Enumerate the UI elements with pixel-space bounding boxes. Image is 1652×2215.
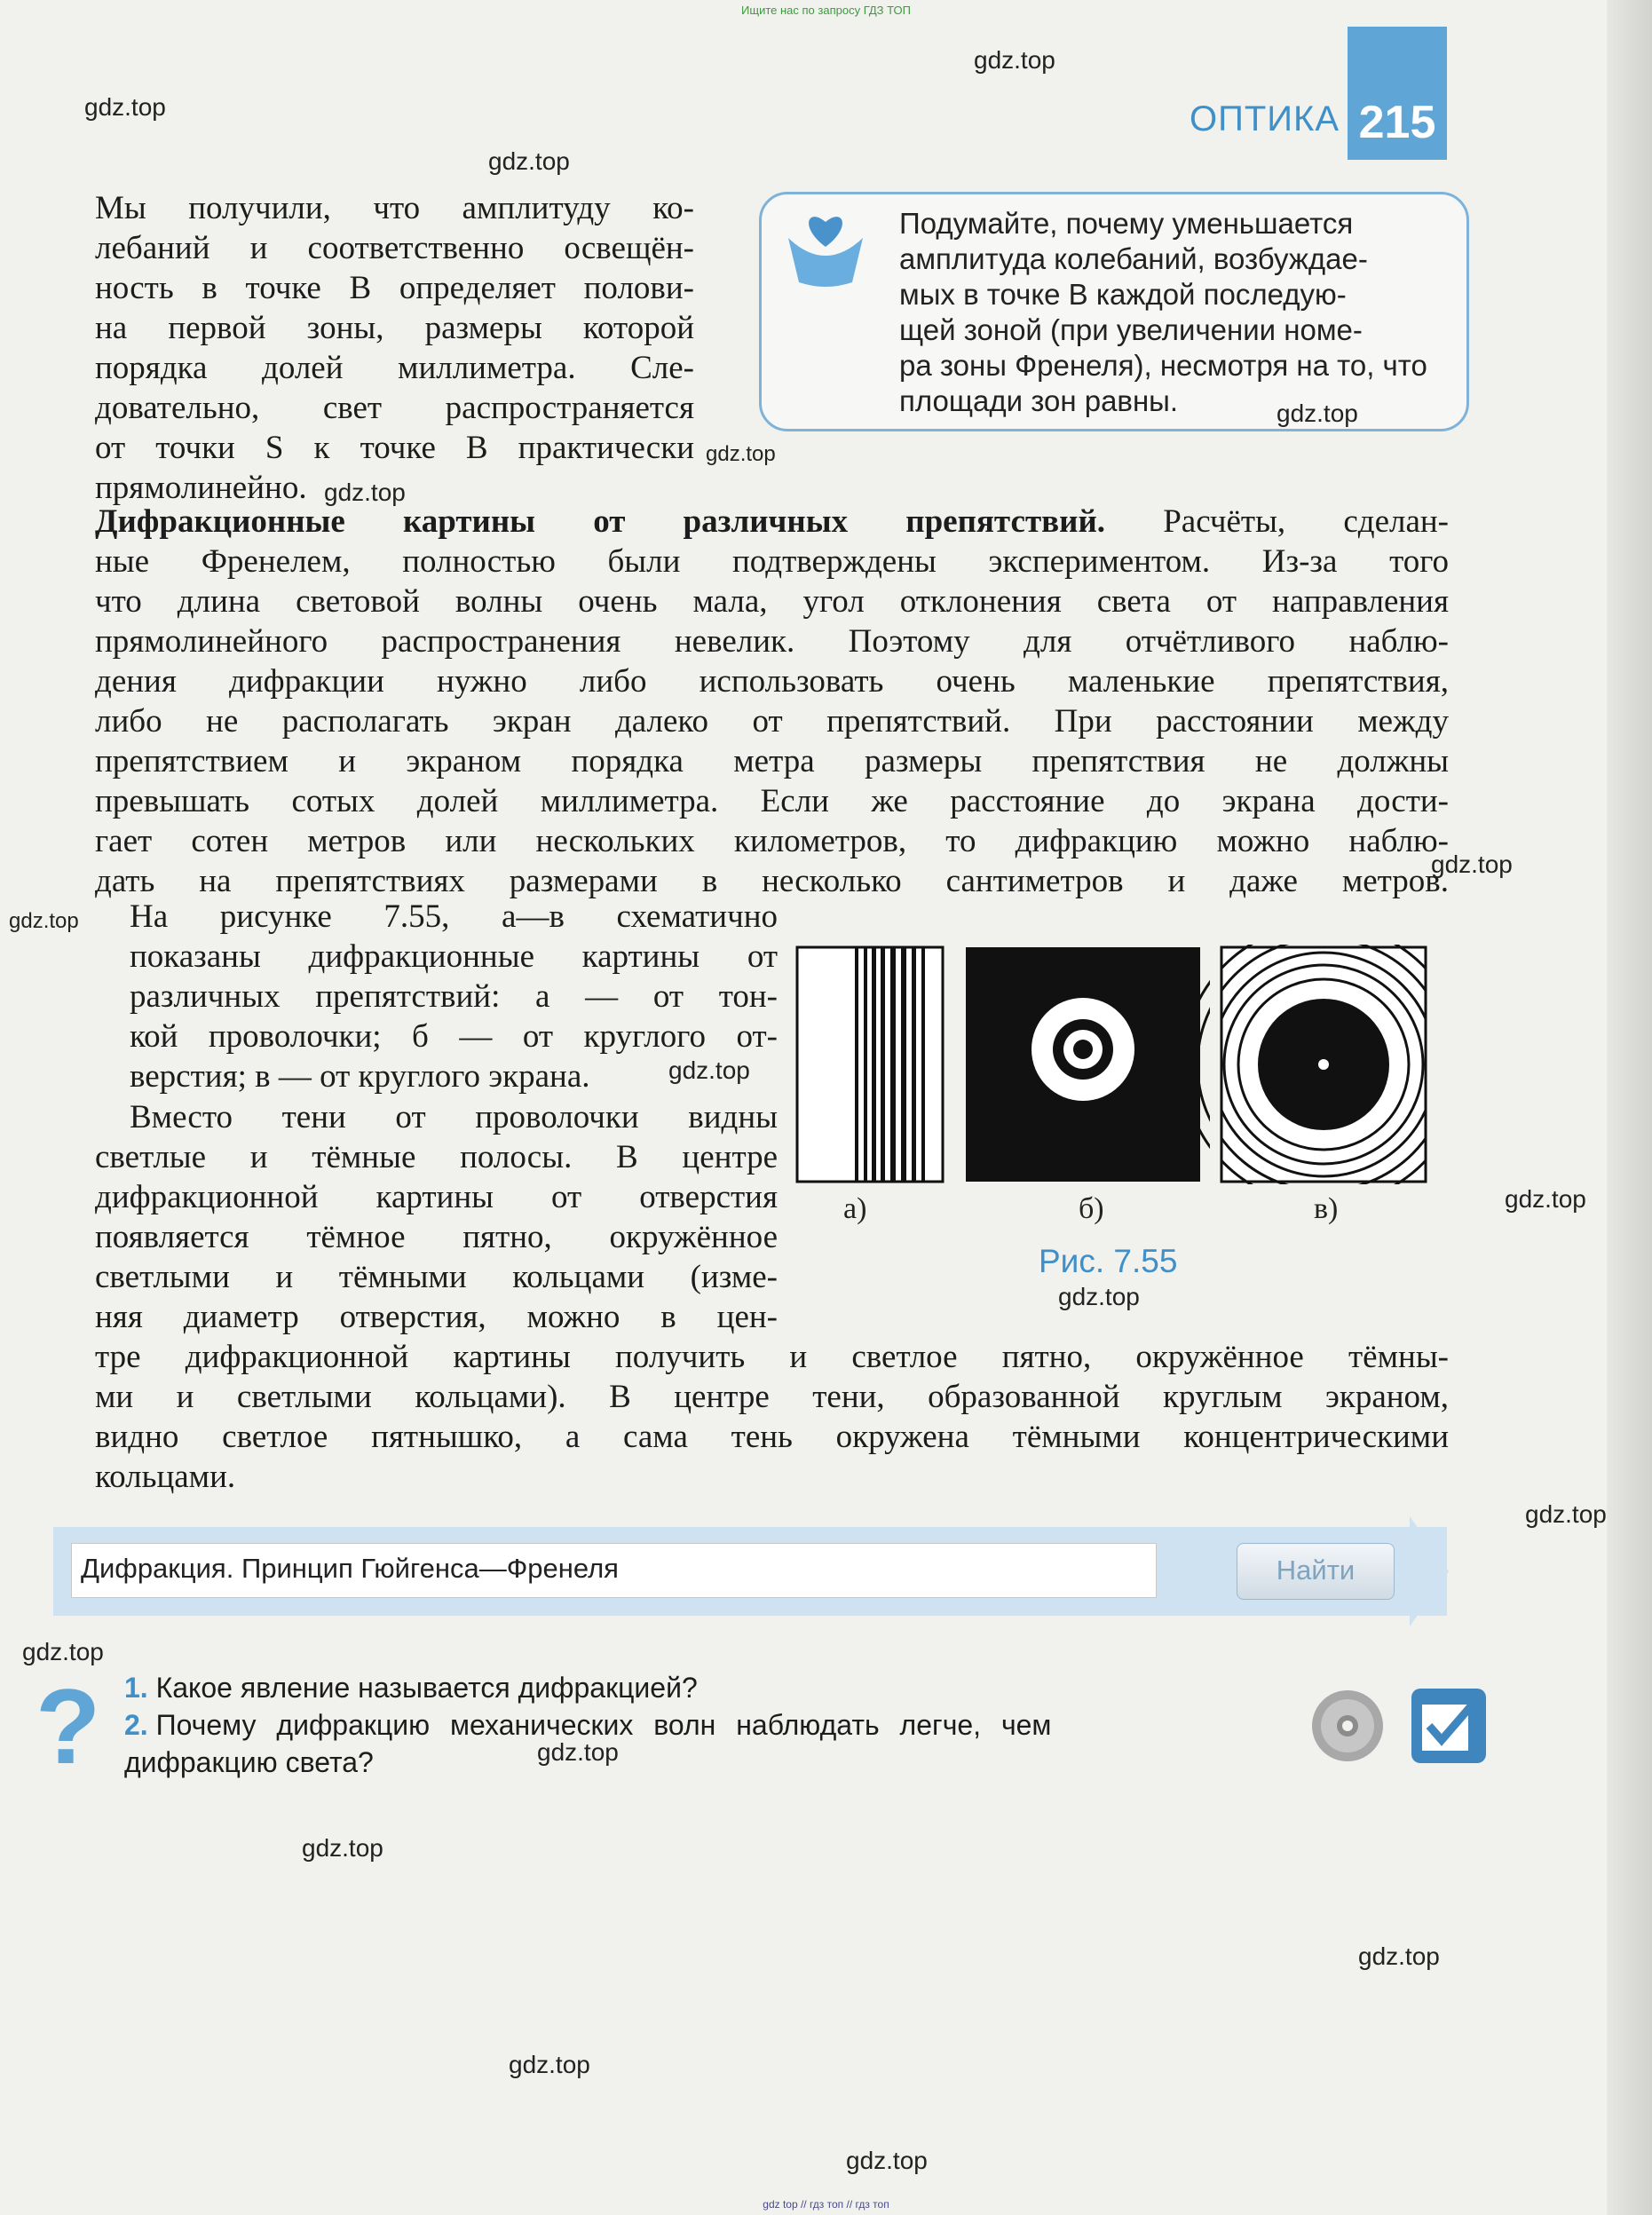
questions-list <box>124 1669 1256 1781</box>
gdz-watermark: gdz.top <box>488 147 570 175</box>
gdz-watermark: gdz.top <box>9 909 79 933</box>
text-line: Мы получили, что амплитуду ко- <box>95 190 694 226</box>
text-line: верстия; в — от круглого экрана. <box>130 1058 590 1095</box>
question-item <box>124 1669 1256 1706</box>
gdz-watermark: gdz.top <box>974 46 1055 74</box>
shadow-paragraph <box>95 1097 778 1337</box>
text-line: на первой зоны, размеры которой <box>95 310 694 346</box>
closing-paragraph <box>95 1337 1449 1497</box>
text-line: гает сотен метров или нескольких километров, то дифракцию можно наблю- <box>95 823 1449 859</box>
gdz-watermark: gdz.top <box>1058 1283 1140 1310</box>
text-line: прямолинейно. <box>95 470 307 506</box>
section-paragraph <box>95 502 1449 901</box>
text-line: от точки S к точке B практически <box>95 430 694 466</box>
text-line: кольцами. <box>95 1459 236 1495</box>
think-line: мых в точке B каждой последую- <box>899 278 1347 311</box>
figure-label-b: б) <box>1079 1192 1104 1225</box>
think-line: Подумайте, почему уменьшается <box>899 207 1354 240</box>
question-item <box>124 1706 1256 1744</box>
text-line: ные Френелем, полностью были подтверждены экспериментом. Из-за того <box>95 543 1449 580</box>
question-number: 2. <box>124 1709 148 1741</box>
text-line: Вместо тени от проволочки видны <box>130 1099 778 1135</box>
question-text: Почему дифракцию механических волн наблюдать легче, чем <box>155 1709 1052 1741</box>
bottom-watermark: gdz top // гдз топ // гдз топ <box>763 2198 889 2211</box>
text-line: ми и светлыми кольцами). В центре тени, образованной круглым экраном, <box>95 1379 1449 1415</box>
text-line: няя диаметр отверстия, можно в цен- <box>95 1299 778 1335</box>
text-line: превышать сотых долей миллиметра. Если же расстояние до экрана дости- <box>95 783 1449 819</box>
text-line: видно светлое пятнышко, а сама тень окружена тёмными концентрическими <box>95 1419 1449 1455</box>
gdz-watermark: gdz.top <box>1431 850 1513 878</box>
text-line: дать на препятствиях размерами в несколько сантиметров и даже метров. <box>95 863 1449 899</box>
search-input[interactable]: Дифракция. Принцип Гюйгенса—Френеля <box>71 1543 1157 1598</box>
text-line: светлыми и тёмными кольцами (изме- <box>95 1259 778 1295</box>
figure-a-stripes <box>797 947 943 1182</box>
intro-paragraph <box>95 188 694 508</box>
gdz-watermark: gdz.top <box>324 479 406 506</box>
text-line: порядка долей миллиметра. Сле- <box>95 350 694 386</box>
gdz-watermark: gdz.top <box>1525 1500 1607 1528</box>
gdz-watermark: gdz.top <box>509 2051 590 2078</box>
question-text: дифракцию света? <box>124 1746 374 1778</box>
text-line: кой проволочки; б — от круглого от- <box>130 1018 778 1055</box>
text-line: ность в точке B определяет полови- <box>95 270 694 306</box>
text-line: либо не располагать экран далеко от препятствий. При расстоянии между <box>95 703 1449 740</box>
think-line: площади зон равны. <box>899 384 1179 417</box>
heart-hand-icon <box>781 202 870 291</box>
figure-c-screen <box>1183 943 1432 1209</box>
gdz-watermark: gdz.top <box>1358 1942 1440 1970</box>
think-line: амплитуда колебаний, возбуждае- <box>899 242 1368 275</box>
text-line: появляется тёмное пятно, окружённое <box>95 1219 778 1255</box>
think-text <box>899 206 1450 419</box>
heading-line <box>95 502 1449 542</box>
think-line: ра зоны Френеля), несмотря на то, что <box>899 349 1427 382</box>
text-line: светлые и тёмные полосы. В центре <box>95 1139 778 1175</box>
section-title: ОПТИКА <box>1190 99 1340 138</box>
gdz-watermark: gdz.top <box>22 1638 104 1665</box>
text-line: дения дифракции нужно либо использовать очень маленькие препятствия, <box>95 663 1449 700</box>
gdz-watermark: gdz.top <box>1505 1185 1586 1213</box>
text-line: показаны дифракционные картины от <box>130 938 778 975</box>
question-mark-icon: ? <box>36 1667 101 1786</box>
gdz-watermark: gdz.top <box>1277 399 1358 427</box>
text-line: довательно, свет распространяется <box>95 390 694 426</box>
question-number: 1. <box>124 1672 148 1704</box>
section-heading: Дифракционные картины от различных препятствий. <box>95 503 1106 540</box>
top-watermark: Ищите нас по запросу ГДЗ ТОП <box>741 4 911 17</box>
question-item <box>124 1744 1256 1781</box>
text-line: Расчёты, сделан- <box>1163 503 1450 540</box>
text-line: тре дифракционной картины получить и светлое пятно, окружённое тёмны- <box>95 1339 1449 1375</box>
cd-icon[interactable] <box>1310 1689 1385 1763</box>
gdz-watermark: gdz.top <box>84 93 166 121</box>
text-line: препятствием и экраном порядка метра размеры препятствия не должны <box>95 743 1449 779</box>
text-line: лебаний и соответственно освещён- <box>95 230 694 266</box>
gdz-watermark: gdz.top <box>537 1738 619 1766</box>
gdz-watermark: gdz.top <box>846 2147 928 2174</box>
figure-label-a: а) <box>843 1192 867 1225</box>
text-line: различных препятствий: а — от тон- <box>130 978 778 1015</box>
search-button[interactable]: Найти <box>1237 1543 1395 1600</box>
text-line: дифракционной картины от отверстия <box>95 1179 778 1215</box>
figure-label-c: в) <box>1314 1192 1339 1225</box>
think-line: щей зоной (при увеличении номе- <box>899 313 1363 346</box>
test-checkbox-icon[interactable] <box>1410 1687 1488 1765</box>
gdz-watermark: gdz.top <box>302 1834 383 1862</box>
figure-caption: Рис. 7.55 <box>1039 1243 1178 1279</box>
figure-b-aperture <box>966 947 1200 1182</box>
figure-7-55 <box>793 943 1432 1209</box>
question-text: Какое явление называется дифракцией? <box>155 1672 698 1704</box>
text-line: что длина световой волны очень мала, угол отклонения света от направления <box>95 583 1449 620</box>
page-edge <box>1607 0 1652 2215</box>
gdz-watermark: gdz.top <box>706 442 776 466</box>
gdz-watermark: gdz.top <box>668 1056 750 1084</box>
page-number: 215 <box>1348 27 1447 160</box>
text-line: прямолинейного распространения невелик. Поэтому для отчётливого наблю- <box>95 623 1449 660</box>
text-line: На рисунке 7.55, а—в схематично <box>130 898 778 935</box>
search-arrow <box>1410 1516 1449 1626</box>
